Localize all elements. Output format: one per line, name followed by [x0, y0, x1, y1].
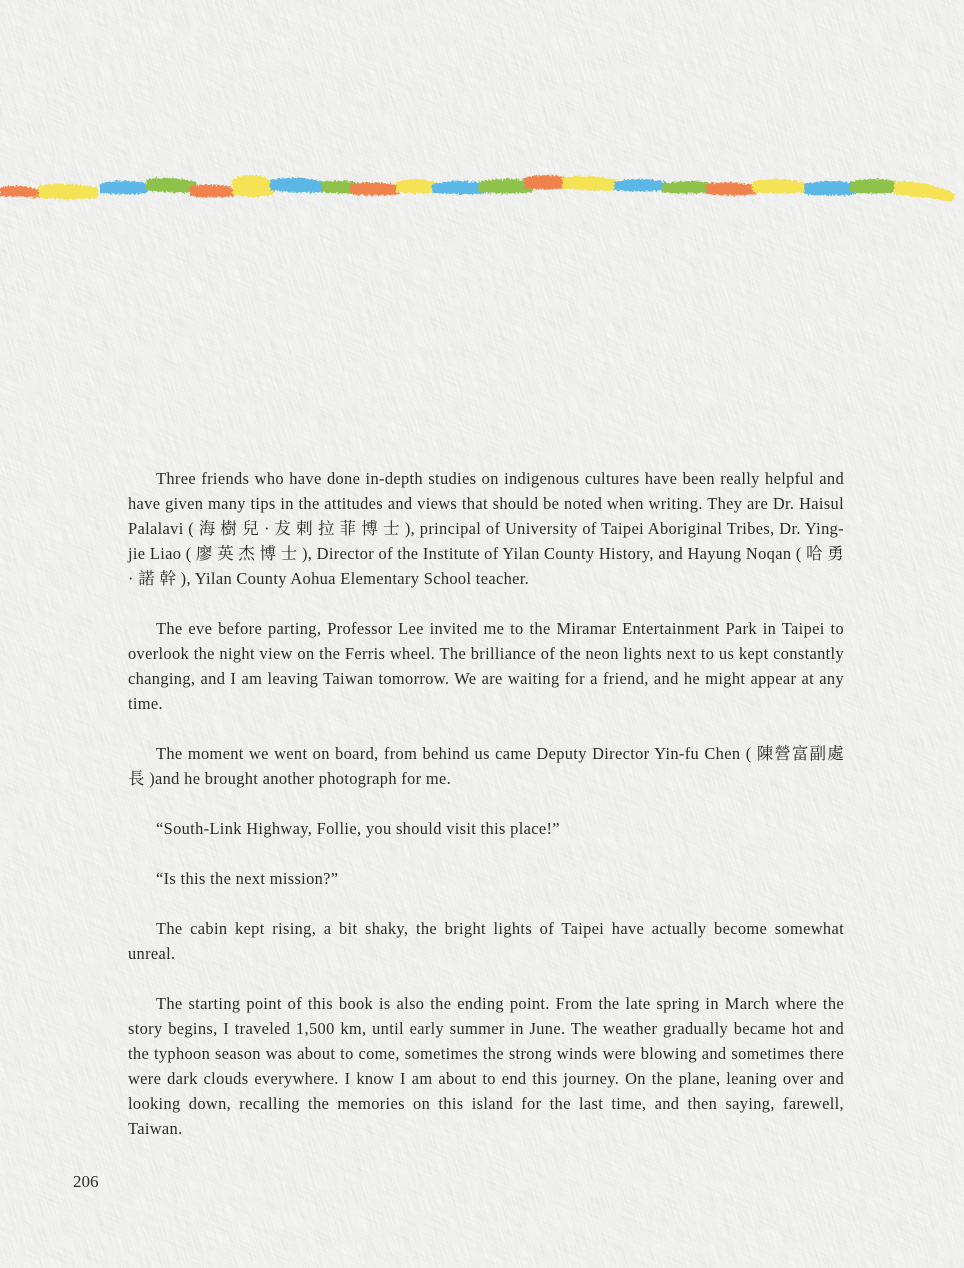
paragraph-acknowledgement: Three friends who have done in-depth studies on indigenous cultures have been really helpful and have given many tips in the attitudes and views that should be noted when writing. They are Dr. Haisul Palalavi ( 海 樹 兒 · 犮 剌 拉 菲 博 士 ), principal of University of Taipei Aboriginal Tribes, Dr. Ying-jie Liao ( 廖 英 杰 博 士 ), Director of the Institute of Yilan County History, and Hayung Noqan ( 哈 勇 · 諾 幹 ), Yilan County Aohua Elementary School teacher.	[128, 469, 845, 588]
crayon-dash-blue	[100, 181, 148, 194]
crayon-dash-yellow	[562, 176, 618, 191]
crayon-stroke-divider	[0, 160, 964, 220]
crayon-dash-blue	[270, 178, 326, 193]
crayon-dash-green	[478, 179, 532, 194]
paragraph-quote-highway: “South-Link Highway, Follie, you should visit this place!”	[156, 819, 560, 838]
body-text	[128, 466, 844, 1166]
crayon-dash-green	[146, 178, 196, 193]
crayon-dash-orange	[190, 185, 234, 198]
crayon-dash-orange	[706, 183, 756, 196]
crayon-dash-orange	[350, 183, 400, 196]
crayon-dash-yellow	[752, 179, 808, 193]
crayon-dash-blue	[614, 179, 666, 192]
page-number: 206	[73, 1172, 99, 1191]
crayon-dash-orange	[524, 175, 566, 190]
paragraph-on-board: The moment we went on board, from behind us came Deputy Director Yin-fu Chen ( 陳營富副處長 )and he brought another photograph for me.	[128, 744, 844, 788]
paragraph-cabin-rising: The cabin kept rising, a bit shaky, the bright lights of Taipei have actually become somewhat unreal.	[128, 919, 844, 963]
crayon-dash-blue	[804, 181, 856, 196]
crayon-dash-yellow	[38, 184, 98, 200]
paragraph-ferris-wheel: The eve before parting, Professor Lee invited me to the Miramar Entertainment Park in Taipei to overlook the night view on the Ferris wheel. The brilliance of the neon lights next to us kept constantly changing, and I am leaving Taiwan tomorrow. We are waiting for a friend, and he might appear at any time.	[128, 619, 844, 713]
paragraph-farewell: The starting point of this book is also the ending point. From the late spring in March where the story begins, I traveled 1,500 km, until early summer in June. The weather gradually became hot and the typhoon season was about to come, sometimes the strong winds were blowing and sometimes there were dark clouds everywhere. I know I am about to end this journey. On the plane, leaning over and looking down, recalling the memories on this island for the last time, and then saying, farewell, Taiwan.	[128, 994, 844, 1138]
crayon-dash-yellow	[894, 182, 956, 203]
crayon-dash-yellow	[232, 175, 274, 197]
crayon-dash-green	[850, 179, 898, 194]
crayon-dash-orange	[0, 186, 40, 198]
paragraph-quote-mission: “Is this the next mission?”	[156, 869, 339, 888]
